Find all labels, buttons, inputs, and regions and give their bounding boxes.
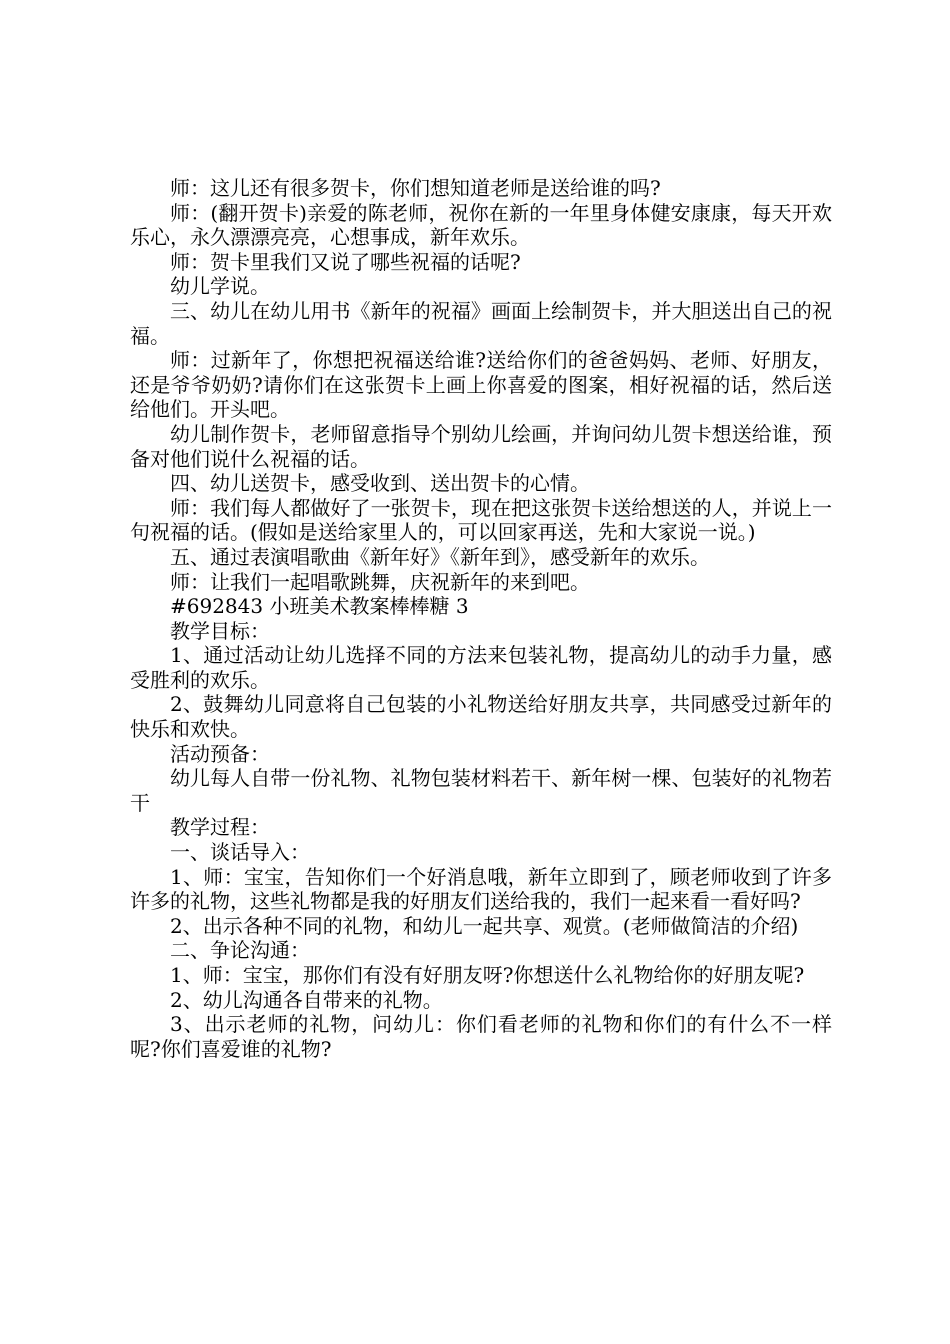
paragraph: 1、师：宝宝，告知你们一个好消息哦，新年立即到了，顾老师收到了许多许多的礼物，这些礼物都是我的好朋友们送给我的，我们一起来看一看好吗? [130, 864, 832, 914]
heading: 教学目标： [170, 618, 270, 643]
paragraph: 1、师：宝宝，那你们有没有好朋友呀?你想送什么礼物给你的好朋友呢? [170, 963, 805, 987]
paragraph: 2、出示各种不同的礼物，和幼儿一起共享、观赏。(老师做简洁的介绍) [170, 913, 799, 938]
paragraph: 三、幼儿在幼儿用书《新年的祝福》画面上绘制贺卡，并大胆送出自己的祝福。 [130, 298, 832, 348]
paragraph: 3、出示老师的礼物，问幼儿：你们看老师的礼物和你们的有什么不一样呢?你们喜爱谁的礼物? [130, 1012, 832, 1061]
paragraph: 师：让我们一起唱歌跳舞，庆祝新年的来到吧。 [170, 569, 590, 594]
paragraph: 师：贺卡里我们又说了哪些祝福的话呢? [170, 249, 521, 274]
paragraph: 幼儿每人自带一份礼物、礼物包装材料若干、新年树一棵、包装好的礼物若干 [130, 766, 832, 815]
paragraph: 1、通过活动让幼儿选择不同的方法来包装礼物，提高幼儿的动手力量，感受胜利的欢乐。 [130, 643, 832, 692]
paragraph: 师：我们每人都做好了一张贺卡，现在把这张贺卡送给想送的人，并说上一句祝福的话。(假如是送给家里人的，可以回家再送，先和大家说一说。) [130, 495, 832, 545]
paragraph: 2、鼓舞幼儿同意将自己包装的小礼物送给好朋友共享，共同感受过新年的快乐和欢快。 [130, 692, 832, 742]
paragraph: 师：(翻开贺卡)亲爱的陈老师，祝你在新的一年里身体健安康康，每天开欢乐心，永久漂漂亮亮，心想事成，新年欢乐。 [130, 200, 832, 250]
paragraph: 师：过新年了，你想把祝福送给谁?送给你们的爸爸妈妈、老师、好朋友，还是爷爷奶奶?请你们在这张贺卡上画上你喜爱的图案，相好祝福的话，然后送给他们。开头吧。 [130, 348, 832, 422]
paragraph: 幼儿制作贺卡，老师留意指导个别幼儿绘画，并询问幼儿贺卡想送给谁，预备对他们说什么祝福的话。 [130, 421, 832, 471]
paragraph: 幼儿学说。 [170, 274, 270, 299]
heading: 活动预备： [170, 741, 270, 766]
heading: 教学过程： [170, 815, 270, 840]
heading: 二、争论沟通： [170, 938, 310, 963]
paragraph: 2、幼儿沟通各自带来的礼物。 [170, 987, 443, 1012]
paragraph: 师：这儿还有很多贺卡，你们想知道老师是送给谁的吗? [170, 176, 661, 200]
paragraph: 四、幼儿送贺卡，感受收到、送出贺卡的心情。 [170, 471, 590, 496]
paragraph: 五、通过表演唱歌曲《新年好》《新年到》，感受新年的欢乐。 [170, 544, 710, 569]
heading: 一、谈话导入： [170, 840, 310, 865]
section-title: #692843 小班美术教案棒棒糖 3 [170, 594, 469, 619]
document-body [130, 176, 832, 1061]
